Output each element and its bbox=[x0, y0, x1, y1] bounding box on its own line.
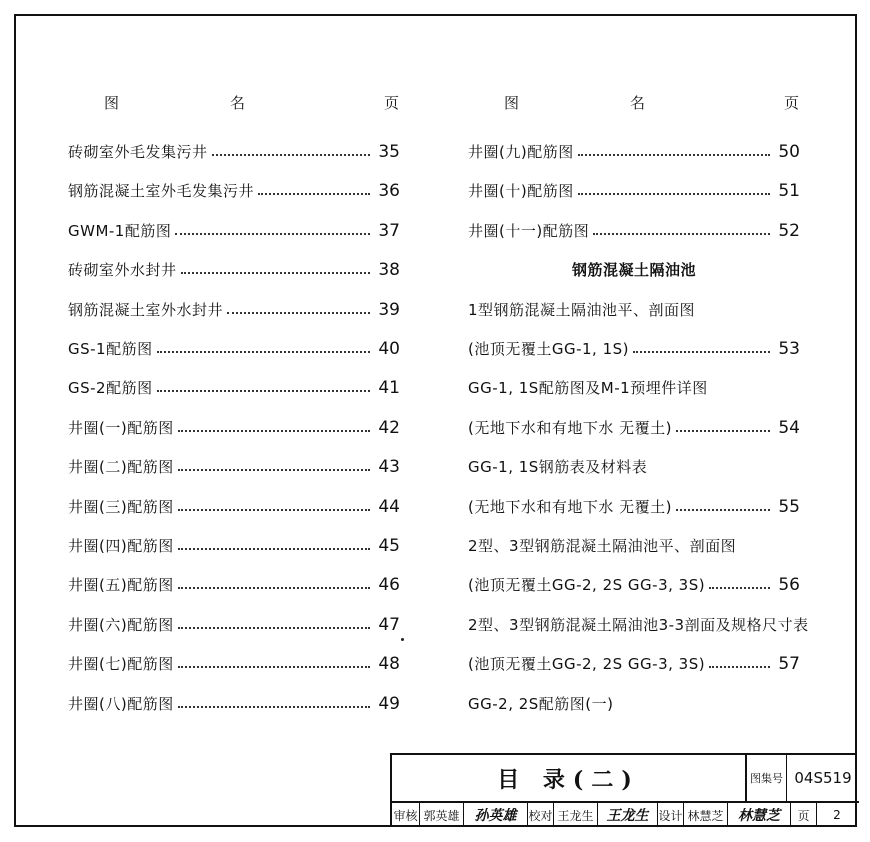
dot-leader bbox=[157, 351, 370, 353]
toc-entry bbox=[68, 451, 400, 477]
dot-leader bbox=[178, 666, 370, 668]
title-block bbox=[390, 753, 857, 827]
toc-entry-title: 井圈(十)配筋图 bbox=[468, 182, 574, 201]
dot-leader bbox=[181, 272, 370, 274]
dot-leader bbox=[709, 587, 770, 589]
toc-entry bbox=[68, 254, 400, 280]
toc-entry bbox=[68, 372, 400, 398]
toc-entry-title: 井圈(六)配筋图 bbox=[68, 615, 174, 634]
toc-entry bbox=[68, 175, 400, 201]
toc-entry-title: 井圈(十一)配筋图 bbox=[468, 221, 590, 240]
toc-entry-page: 57 bbox=[778, 654, 800, 675]
toc-entry-title: GWM-1配筋图 bbox=[68, 221, 172, 240]
toc-entry bbox=[468, 412, 800, 438]
toc-entry-title: GG-1, 1S配筋图及M-1预埋件详图 bbox=[468, 379, 708, 398]
header-name-char-1: 图 bbox=[104, 94, 120, 112]
dot-leader bbox=[178, 548, 370, 550]
dot-leader bbox=[157, 390, 370, 392]
stray-mark bbox=[401, 638, 404, 641]
dot-leader bbox=[676, 430, 770, 432]
toc-entry-page: 41 bbox=[378, 378, 400, 399]
toc-entry-page: 48 bbox=[378, 654, 400, 675]
title-block-signatures bbox=[392, 803, 857, 827]
toc-entry-page: 42 bbox=[378, 417, 400, 438]
toc-entry-page: 40 bbox=[378, 339, 400, 359]
toc-entry-title: 砖砌室外毛发集污井 bbox=[68, 143, 208, 161]
toc-entry-title: 井圈(一)配筋图 bbox=[68, 418, 174, 437]
toc-entry-page: 38 bbox=[378, 260, 400, 281]
dot-leader bbox=[709, 666, 770, 668]
toc-entry bbox=[68, 648, 400, 674]
dot-leader bbox=[578, 193, 770, 195]
toc-entry-title: (池顶无覆土GG-2, 2S GG-3, 3S) bbox=[468, 655, 706, 674]
toc-left-column bbox=[68, 92, 400, 714]
reviewer-name: 郭英雄 bbox=[420, 803, 464, 827]
toc-entry bbox=[468, 175, 800, 201]
atlas-number: 04S519 bbox=[787, 755, 859, 803]
toc-entry-title: 钢筋混凝土室外毛发集污井 bbox=[68, 182, 255, 201]
toc-entry bbox=[468, 530, 800, 556]
toc-entry-page: 44 bbox=[378, 496, 400, 517]
toc-entry-title: 钢筋混凝土室外水封井 bbox=[68, 300, 224, 319]
header-name-char-2: 名 bbox=[630, 94, 646, 112]
toc-right-column bbox=[468, 92, 809, 713]
dot-leader bbox=[676, 509, 770, 511]
toc-entry-title: GG-2, 2S配筋图(一) bbox=[468, 694, 614, 713]
dot-leader bbox=[212, 154, 370, 156]
dot-leader bbox=[633, 351, 770, 353]
toc-entry bbox=[68, 688, 400, 714]
toc-entry bbox=[468, 372, 800, 398]
toc-entry-title: 井圈(五)配筋图 bbox=[68, 576, 174, 595]
review-label: 审核 bbox=[392, 803, 420, 827]
toc-entry bbox=[468, 491, 800, 517]
toc-section-title: 钢筋混凝土隔油池 bbox=[571, 261, 696, 280]
toc-entry-page: 37 bbox=[378, 220, 400, 241]
toc-entry-page: 49 bbox=[378, 693, 400, 714]
header-page: 页 bbox=[384, 94, 400, 112]
toc-entry-title: GS-1配筋图 bbox=[68, 340, 153, 358]
toc-entry-title: (无地下水和有地下水 无覆土) bbox=[468, 497, 672, 516]
checker-name: 王龙生 bbox=[554, 803, 598, 827]
title-block-title: 目 录(二) bbox=[392, 755, 747, 803]
toc-left-header bbox=[68, 92, 400, 116]
toc-entry bbox=[468, 333, 800, 359]
toc-entry bbox=[468, 451, 800, 477]
toc-entry bbox=[68, 569, 400, 595]
toc-entry bbox=[68, 412, 400, 438]
check-label: 校对 bbox=[528, 803, 554, 827]
toc-entry-page: 36 bbox=[378, 181, 400, 202]
toc-entry-page: 47 bbox=[378, 614, 400, 635]
toc-entry bbox=[468, 569, 800, 595]
toc-entry bbox=[468, 609, 809, 635]
toc-entry-title: 2型、3型钢筋混凝土隔油池3-3剖面及规格尺寸表 bbox=[468, 615, 809, 634]
toc-entry-title: 井圈(七)配筋图 bbox=[68, 655, 174, 674]
toc-entry-title: 井圈(八)配筋图 bbox=[68, 694, 174, 713]
toc-entry-page: 39 bbox=[378, 299, 400, 320]
toc-entry-title: 砖砌室外水封井 bbox=[68, 261, 177, 280]
toc-entry-page: 52 bbox=[778, 220, 800, 241]
dot-leader bbox=[178, 509, 370, 511]
toc-entry-page: 46 bbox=[378, 575, 400, 596]
toc-entry-page: 51 bbox=[778, 181, 800, 202]
toc-entry bbox=[68, 136, 400, 162]
toc-entry-page: 53 bbox=[778, 339, 800, 359]
dot-leader bbox=[178, 627, 370, 629]
toc-entry bbox=[68, 491, 400, 517]
toc-entry bbox=[468, 294, 800, 320]
toc-entry-page: 56 bbox=[778, 575, 800, 596]
checker-signature: 王龙生 bbox=[598, 803, 658, 827]
design-label: 设计 bbox=[658, 803, 684, 827]
toc-entry bbox=[68, 530, 400, 556]
dot-leader bbox=[227, 312, 370, 314]
header-page: 页 bbox=[784, 94, 800, 112]
dot-leader bbox=[178, 706, 370, 708]
toc-entry bbox=[468, 215, 800, 241]
toc-entry-title: (池顶无覆土GG-1, 1S) bbox=[468, 340, 630, 358]
designer-name: 林慧芝 bbox=[684, 803, 728, 827]
toc-entry bbox=[68, 609, 400, 635]
toc-entry bbox=[68, 333, 400, 359]
atlas-number-label: 图集号 bbox=[747, 755, 787, 803]
toc-entry-title: GS-2配筋图 bbox=[68, 379, 153, 398]
toc-entry-page: 45 bbox=[378, 536, 400, 556]
toc-entry bbox=[468, 688, 800, 714]
header-name-char-1: 图 bbox=[504, 94, 520, 112]
dot-leader bbox=[178, 587, 370, 589]
toc-entry-title: (池顶无覆土GG-2, 2S GG-3, 3S) bbox=[468, 576, 706, 595]
toc-right-header bbox=[468, 92, 800, 116]
dot-leader bbox=[578, 154, 770, 156]
reviewer-signature: 孙英雄 bbox=[464, 803, 528, 827]
toc-entry-title: 2型、3型钢筋混凝土隔油池平、剖面图 bbox=[468, 537, 737, 555]
toc-entry bbox=[68, 294, 400, 320]
toc-entry-title: 井圈(三)配筋图 bbox=[68, 497, 174, 516]
toc-entry-title: 井圈(九)配筋图 bbox=[468, 143, 574, 161]
toc-entry-page: 54 bbox=[778, 417, 800, 438]
toc-entry-page: 35 bbox=[378, 142, 400, 162]
dot-leader bbox=[175, 233, 370, 235]
page-label: 页 bbox=[791, 803, 817, 827]
toc-entry-page: 43 bbox=[378, 457, 400, 478]
dot-leader bbox=[593, 233, 770, 235]
header-name-char-2: 名 bbox=[230, 94, 246, 112]
toc-entry-title: 1型钢筋混凝土隔油池平、剖面图 bbox=[468, 300, 696, 319]
page-number: 2 bbox=[833, 808, 841, 822]
dot-leader bbox=[258, 193, 370, 195]
toc-entry bbox=[68, 215, 400, 241]
toc-entry-title: GG-1, 1S钢筋表及材料表 bbox=[468, 458, 648, 477]
toc-entry-page: 50 bbox=[778, 142, 800, 162]
toc-entry bbox=[468, 648, 800, 674]
toc-entry-title: (无地下水和有地下水 无覆土) bbox=[468, 418, 672, 437]
toc-entry-title: 井圈(二)配筋图 bbox=[68, 458, 174, 477]
dot-leader bbox=[178, 469, 370, 471]
toc-entry-page: 55 bbox=[778, 496, 800, 517]
dot-leader bbox=[178, 430, 370, 432]
designer-signature: 林慧芝 bbox=[728, 803, 791, 827]
toc-entry bbox=[468, 136, 800, 162]
toc-entry-title: 井圈(四)配筋图 bbox=[68, 537, 174, 555]
toc-section-heading bbox=[468, 254, 800, 280]
